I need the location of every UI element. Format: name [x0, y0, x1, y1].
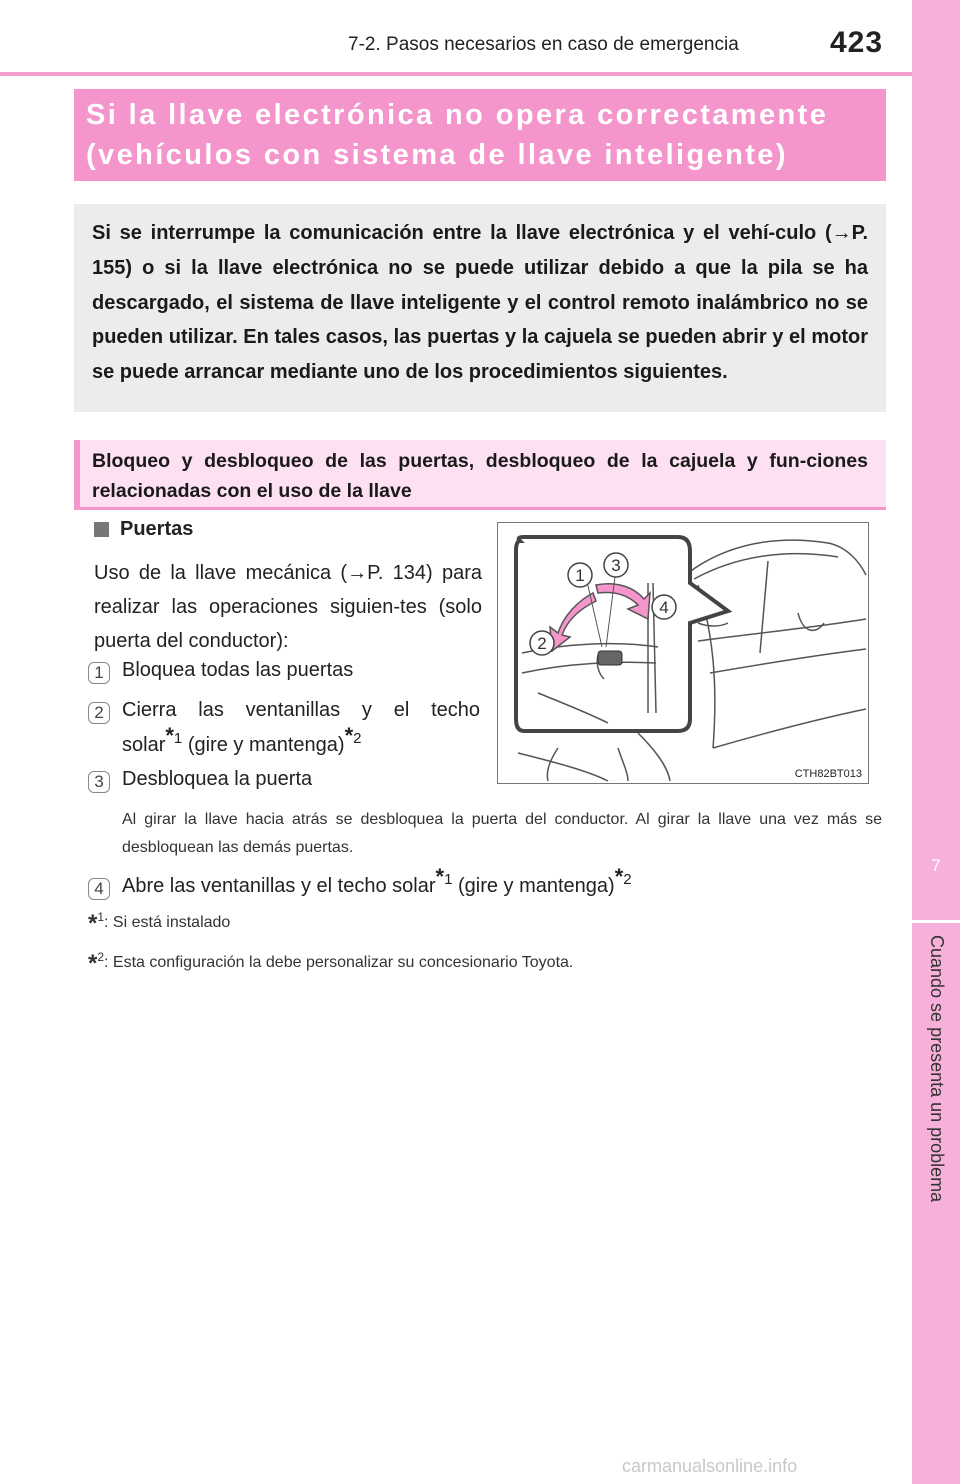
- chapter-sidebar: [912, 0, 960, 1484]
- intro-text: Si se interrumpe la comunicación entre la llave electrónica y el vehí-culo (→P. 155) o si la llave electrónica no se puede utilizar debido a que la pila se ha descargado, el sistema de llave inteligente y el control remoto inalámbrico no se pueden utilizar. En tales casos, las puertas y la cajuela se pueden abrir y el motor se puede arrancar mediante uno de los procedimientos siguientes.: [92, 222, 868, 384]
- subheading-box: [74, 440, 886, 510]
- doors-heading: Puertas: [120, 518, 194, 540]
- step-4-main: Abre las ventanillas y el techo solar: [122, 875, 436, 897]
- step-2-sup1: 1: [173, 730, 183, 747]
- step-4-sup2: 2: [623, 871, 632, 888]
- figure-caption: CTH82BT013: [794, 768, 862, 780]
- watermark: carmanualsonline.info: [622, 1456, 798, 1476]
- footnote-2-text: : Esta configuración la debe personalizar su concesionario Toyota.: [104, 954, 574, 971]
- square-bullet-icon: [94, 522, 109, 537]
- step-4-gire: (gire y mantenga): [452, 875, 615, 897]
- section-heading-box: [74, 89, 886, 181]
- asterisk-mark: *: [88, 950, 98, 977]
- page-header: [0, 0, 912, 76]
- step-2-sup2: 2: [353, 730, 362, 747]
- footnote-2: [88, 950, 573, 978]
- page-number: 423: [830, 26, 884, 59]
- step-3-badge: 3: [88, 771, 110, 793]
- step-4-sup1: 1: [444, 871, 453, 888]
- step-2-text-line1: Cierra las ventanillas y el techo: [122, 699, 480, 721]
- step-2-text-line2: [122, 723, 362, 762]
- callout-2-label: 2: [537, 634, 547, 653]
- intro-box: [74, 204, 886, 412]
- subheading-text: Bloqueo y desbloqueo de las puertas, desbloqueo de la cajuela y fun-ciones relacionadas con el uso de la llave: [92, 450, 868, 502]
- section-title: 7-2. Pasos necesarios en caso de emergencia: [348, 34, 739, 55]
- chapter-title-container: [912, 935, 960, 1225]
- footnote-1-text: : Si está instalado: [104, 914, 231, 931]
- step-3-text: Desbloquea la puerta: [122, 768, 313, 790]
- door-key-illustration: [497, 522, 869, 784]
- callout-1-label: 1: [575, 566, 585, 585]
- step-2-badge: 2: [88, 702, 110, 724]
- section-heading-line2: (vehículos con sistema de llave inteligente): [86, 139, 788, 171]
- chapter-title: Cuando se presenta un problema: [927, 935, 947, 1203]
- callout-3-label: 3: [611, 556, 621, 575]
- asterisk-mark: *: [435, 864, 445, 889]
- step-1-text: Bloquea todas las puertas: [122, 659, 354, 681]
- doors-paragraph: Uso de la llave mecánica (→P. 134) para realizar las operaciones siguien-tes (solo puerta del conductor):: [94, 562, 482, 652]
- step-4-text: [122, 864, 632, 903]
- asterisk-mark: *: [614, 864, 624, 889]
- car-door-drawing: [498, 523, 868, 783]
- asterisk-mark: *: [165, 723, 174, 748]
- key-cylinder-icon: [598, 651, 622, 665]
- step-2-solar: solar: [122, 734, 166, 756]
- step-2-gire: (gire y mantenga): [182, 734, 345, 756]
- step-1-badge: 1: [88, 662, 110, 684]
- footnote-2-mark: 2: [97, 950, 105, 964]
- footnote-1-mark: 1: [97, 910, 105, 924]
- asterisk-mark: *: [344, 723, 354, 748]
- callout-4-label: 4: [659, 598, 669, 617]
- chapter-number: 7: [931, 856, 941, 875]
- asterisk-mark: *: [88, 910, 98, 937]
- footnote-1: [88, 910, 230, 938]
- sidebar-divider: [912, 920, 960, 923]
- step-3-note: Al girar la llave hacia atrás se desbloquea la puerta del conductor. Al girar la llave una vez más se desbloquean las demás puertas.: [122, 811, 882, 856]
- section-heading-line1: Si la llave electrónica no opera correctamente: [86, 99, 829, 131]
- step-4-badge: 4: [88, 878, 110, 900]
